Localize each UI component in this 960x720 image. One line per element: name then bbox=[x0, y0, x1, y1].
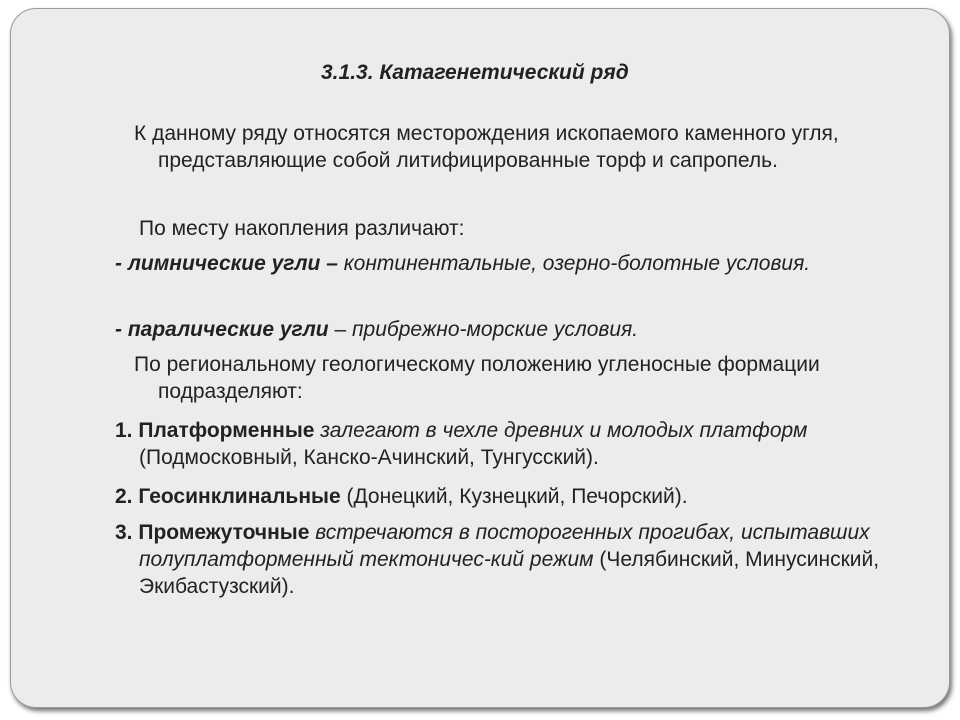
term-platform: Платформенные bbox=[138, 419, 315, 442]
term-intermediate: Промежуточные bbox=[138, 521, 310, 544]
slide-frame bbox=[10, 8, 950, 708]
term-paralic: паралические угли bbox=[127, 318, 329, 341]
term-limnic: лимнические угли bbox=[127, 252, 321, 275]
slide-title: 3.1.3. Катагенетический ряд bbox=[321, 61, 629, 84]
list-item-limnic: - лимнические угли – континентальные, озерно-болотные условия. bbox=[115, 252, 811, 275]
term-geosyncline: Геосинклинальные bbox=[138, 485, 341, 508]
list-item-platform: 1. Платформенные залегают в чехле древних и молодых платформ (Подмосковный, Канско-Ачинский, Тунгусский). bbox=[115, 419, 808, 469]
intro-paragraph: К данному ряду относятся месторождения ископаемого каменного угля, представляющие собой литифицированные торф и сапропель. bbox=[134, 122, 839, 172]
list-item-intermediate: 3. Промежуточные встречаются в посторогенных прогибах, испытавших полуплатформенный тектоничес-кий режим (Челябинский, Минусинский, Экибастузский). bbox=[115, 521, 880, 598]
list-item-geosyncline: 2. Геосинклинальные (Донецкий, Кузнецкий, Печорский). bbox=[115, 485, 688, 508]
place-lead-paragraph: По месту накопления различают: bbox=[139, 217, 465, 240]
regional-lead-paragraph: По региональному геологическому положению угленосные формации подразделяют: bbox=[134, 353, 820, 403]
list-item-paralic: - паралические угли – прибрежно-морские условия. bbox=[115, 318, 639, 341]
